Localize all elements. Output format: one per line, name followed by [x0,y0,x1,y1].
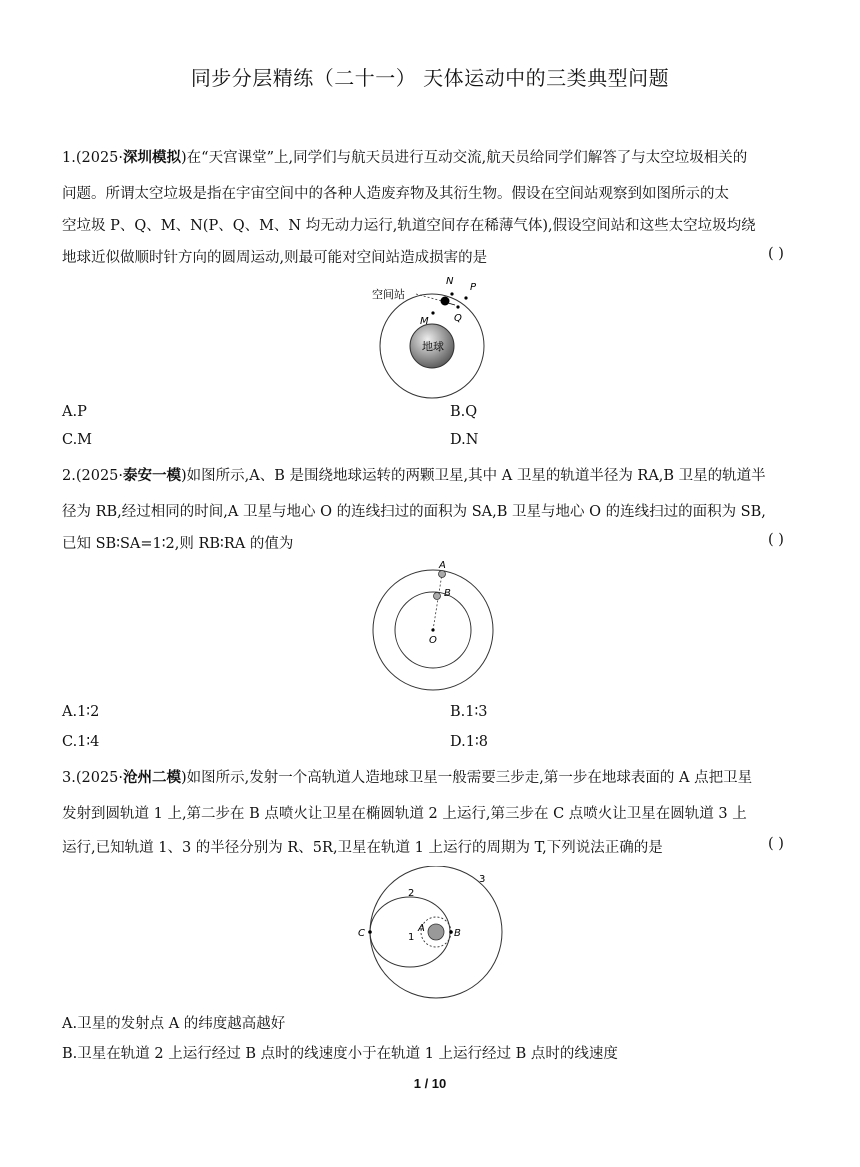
q1-line-1 [62,146,747,167]
point-c [368,930,372,934]
station-label: 空间站 [372,288,405,301]
satellite-b [434,593,441,600]
q3-number: 3.(2025· [62,770,124,786]
debris-q-label: Q [454,313,462,324]
motion-arrow [448,303,455,305]
debris-q [456,305,459,308]
page-number: 1 / 10 [413,1076,447,1091]
q1-option-c[interactable]: C.M [62,432,93,448]
debris-m-label: M [420,316,429,327]
page-title: 同步分层精练（二十一） 天体运动中的三类典型问题 [190,66,670,90]
q2-option-b[interactable]: B.1∶3 [450,704,488,720]
q2-line-1 [62,464,766,485]
q3-figure [354,866,504,1006]
q1-option-d[interactable]: D.N [450,432,479,448]
q1-figure [360,270,510,400]
q3-option-b[interactable]: B.卫星在轨道 2 上运行经过 B 点时的线速度小于在轨道 1 上运行经过 B 点时的线速度 [62,1046,618,1062]
q1-option-b[interactable]: B.Q [450,404,478,420]
q1-line-2: 问题。所谓太空垃圾是指在宇宙空间中的各种人造废弃物及其衍生物。假设在空间站观察到如图所示的太 [62,186,729,202]
station-dot [441,297,450,306]
q2-source: 泰安一模 [123,467,182,484]
point-b-label: B [454,928,461,939]
earth-label: 地球 [422,340,444,353]
q2-option-d[interactable]: D.1∶8 [450,734,488,750]
q3-answer-blank: ( ) [768,836,784,852]
radius-line [433,574,442,630]
q2-option-c[interactable]: C.1∶4 [62,734,100,750]
q3-line-3: 运行,已知轨道 1、3 的半径分别为 R、5R,卫星在轨道 1 上运行的周期为 T,下列说法正确的是 [62,840,663,856]
q2-answer-blank: ( ) [768,532,784,548]
q1-answer-blank: ( ) [768,246,784,262]
q1-source: 深圳模拟 [123,149,182,166]
satellite-a [439,571,446,578]
earth-icon [428,924,444,940]
station-pointer [416,294,442,301]
q3-source: 沧州二模 [123,769,182,786]
debris-p [464,296,467,299]
point-c-label: C [358,928,365,939]
q1-option-a[interactable]: A.P [62,404,87,420]
q2-figure [362,558,502,694]
center-o [431,628,434,631]
debris-m [431,311,434,314]
q2-number: 2.(2025· [62,468,124,484]
orbit-1-label: 1 [408,932,415,943]
q1-line-3: 空垃圾 P、Q、M、N(P、Q、M、N 均无动力运行,轨道空间存在稀薄气体),假设空间站和这些太空垃圾均绕 [62,218,756,234]
debris-n-label: N [446,276,454,287]
q2-line-3: 已知 SB∶SA=1∶2,则 RB∶RA 的值为 [62,536,294,552]
orbit-2-label: 2 [408,888,415,899]
debris-p-label: P [470,282,477,293]
q2-text-1: )如图所示,A、B 是围绕地球运转的两颗卫星,其中 A 卫星的轨道半径为 RA,B 卫星的轨道半 [181,468,766,484]
center-o-label: O [429,635,437,646]
q2-line-2: 径为 RB,经过相同的时间,A 卫星与地心 O 的连线扫过的面积为 SA,B 卫星与地心 O 的连线扫过的面积为 SB, [62,504,766,520]
q2-option-a[interactable]: A.1∶2 [62,704,100,720]
q3-option-a[interactable]: A.卫星的发射点 A 的纬度越高越好 [62,1016,286,1032]
point-b [449,930,453,934]
q1-line-4: 地球近似做顺时针方向的圆周运动,则最可能对空间站造成损害的是 [62,250,488,266]
q3-line-2: 发射到圆轨道 1 上,第二步在 B 点喷火让卫星在椭圆轨道 2 上运行,第三步在 C 点喷火让卫星在圆轨道 3 上 [62,806,747,822]
q1-number: 1.(2025· [62,150,124,166]
orbit-3-label: 3 [479,874,486,885]
satellite-b-label: B [444,588,451,599]
point-a-label: A [418,923,425,934]
q3-line-1 [62,766,752,787]
satellite-a-label: A [439,560,446,571]
debris-n [450,292,453,295]
q1-text-1: )在“天宫课堂”上,同学们与航天员进行互动交流,航天员给同学们解答了与太空垃圾相关的 [181,150,748,166]
q3-text-1: )如图所示,发射一个高轨道人造地球卫星一般需要三步走,第一步在地球表面的 A 点把卫星 [181,770,753,786]
